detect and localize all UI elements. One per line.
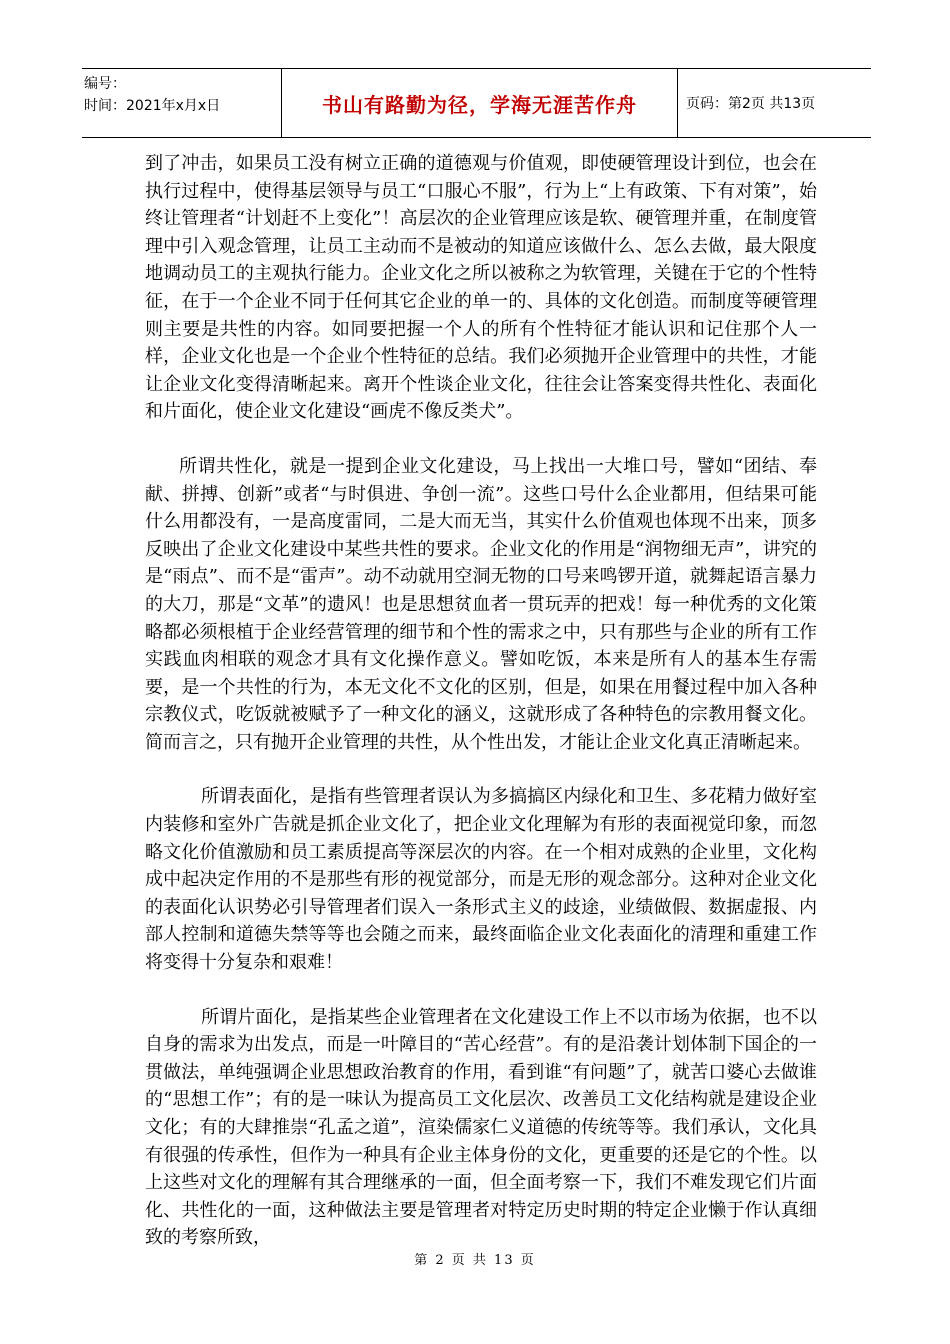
header-page-info: 页码：第2页 共13页 bbox=[686, 96, 816, 112]
header-meta bbox=[82, 69, 282, 137]
page-header bbox=[82, 68, 871, 138]
header-motto: 书山有路勤为径，学海无涯苦作舟 bbox=[282, 69, 678, 137]
number-label: 编号： bbox=[84, 76, 126, 92]
paragraph: 所谓片面化，是指某些企业管理者在文化建设工作上不以市场为依据，也不以自身的需求为出发点，而是一叶障目的“苦心经营”。有的是沿袭计划体制下国企的一贯做法，单纯强调企业思想政治教育的作用，看到谁“有问题”了，就苦口婆心去做谁的“思想工作”；有的是一味认为提高员工文化层次、改善员工文化结构就是建设企业文化；有的大肆推崇“孔孟之道”，渲染儒家仁义道德的传统等等。我们承认，文化具有很强的传承性，但作为一种具有企业主体身份的文化，更重要的还是它的个性。以上这些对文化的理解有其合理继承的一面，但全面考察一下，我们不难发现它们片面化、共性化的一面，这种做法主要是管理者对特定历史时期的特定企业懒于作认真细致的考察所致， bbox=[145, 1006, 817, 1249]
paragraph: 到了冲击，如果员工没有树立正确的道德观与价值观，即使硬管理设计到位，也会在执行过程中，使得基层领导与员工“口服心不服”，行为上“上有政策、下有对策”，始终让管理者“计划赶不上变化”！高层次的企业管理应该是软、硬管理并重，在制度管理中引入观念管理，让员工主动而不是被动的知道应该做什么、怎么去做，最大限度地调动员工的主观执行能力。企业文化之所以被称之为软管理，关键在于它的个性特征，在于一个企业不同于任何其它企业的单一的、具体的文化创造。而制度等硬管理则主要是共性的内容。如同要把握一个人的所有个性特征才能认识和记住那个人一样，企业文化也是一个企业个性特征的总结。我们必须抛开企业管理中的共性，才能让企业文化变得清晰起来。离开个性谈企业文化，往往会让答案变得共性化、表面化和片面化，使企业文化建设“画虎不像反类犬”。 bbox=[145, 153, 817, 423]
paragraph: 所谓共性化，就是一提到企业文化建设，马上找出一大堆口号，譬如“团结、奉献、拼搏、创新”或者“与时俱进、争创一流”。这些口号什么企业都用，但结果可能什么用都没有，一是高度雷同，二是大而无当，其实什么价值观也体现不出来，顶多反映出了企业文化建设中某些共性的要求。企业文化的作用是“润物细无声”，讲究的是“雨点”、而不是“雷声”。动不动就用空洞无物的口号来鸣锣开道，就舞起语言暴力的大刀，那是“文革”的遗风！也是思想贫血者一贯玩弄的把戏！每一种优秀的文化策略都必须根植于企业经营管理的细节和个性的需求之中，只有那些与企业的所有工作实践血肉相联的观念才具有文化操作意义。譬如吃饭，本来是所有人的基本生存需要，是一个共性的行为，本无文化不文化的区别，但是，如果在用餐过程中加入各种宗教仪式，吃饭就被赋予了一种文化的涵义，这就形成了各种特色的宗教用餐文化。简而言之，只有抛开企业管理的共性，从个性出发，才能让企业文化真正清晰起来。 bbox=[145, 455, 817, 753]
time-label: 时间：2021年x月x日 bbox=[84, 98, 221, 114]
page-footer: 第 2 页 共 13 页 bbox=[414, 1253, 536, 1268]
document-body bbox=[145, 150, 817, 1252]
paragraph: 所谓表面化，是指有些管理者误认为多搞搞区内绿化和卫生、多花精力做好室内装修和室外广告就是抓企业文化了，把企业文化理解为有形的表面视觉印象，而忽略文化价值激励和员工素质提高等深层次的内容。在一个相对成熟的企业里，文化构成中起决定作用的不是那些有形的视觉部分，而是无形的观念部分。这种对企业文化的表面化认识势必引导管理者们误入一条形式主义的歧途，业绩做假、数据虚报、内部人控制和道德失禁等等也会随之而来，最终面临企业文化表面化的清理和重建工作将变得十分复杂和艰难！ bbox=[145, 786, 817, 974]
